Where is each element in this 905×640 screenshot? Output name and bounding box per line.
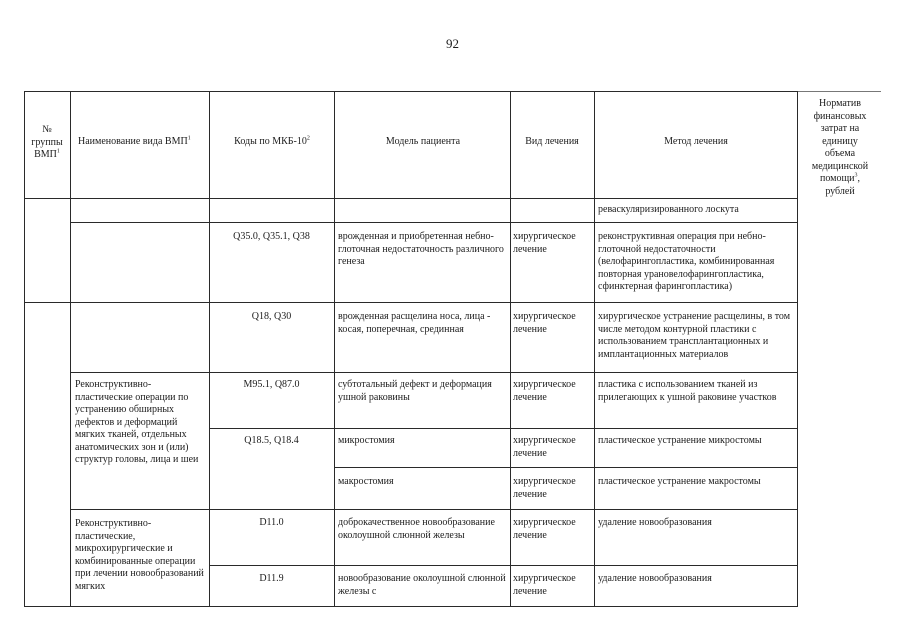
header-group-no: № группы ВМП$^1$ xyxy=(31,124,63,160)
column-rule xyxy=(510,91,511,607)
row-1-method: реконструктивная операция при небно-глоточной недостаточности (велофарингопластика, комбинированная повторная урановелофарингопластика, сфинктерная фарингопластика) xyxy=(598,231,775,292)
row-6-codes: D11.0 xyxy=(259,517,284,528)
row-6-treatment: хирургическое лечение xyxy=(513,517,576,541)
row-2-codes: Q18, Q30 xyxy=(251,311,292,322)
row-5-method: пластическое устранение макростомы xyxy=(598,476,761,487)
column-rule xyxy=(209,91,210,607)
row-rule xyxy=(334,467,797,468)
row-4-treatment: хирургическое лечение xyxy=(513,435,576,459)
row-rule xyxy=(24,302,797,303)
row-3-method: пластика с использованием тканей из прилегающих к ушной раковине участков xyxy=(598,379,777,403)
row-rule xyxy=(70,222,797,223)
row-4-method: пластическое устранение микростомы xyxy=(598,435,762,446)
column-rule xyxy=(797,91,798,607)
header-treatment-method: Метод лечения xyxy=(664,136,728,147)
row-rule xyxy=(70,372,797,373)
row-7-model: новообразование околоушной слюнной железы с xyxy=(338,573,506,597)
group-soft-tissue-name: Реконструктивно-пластические операции по устранению обширных дефектов и деформаций мягких тканей, отдельных анатомических зон и (или) структур головы, лица и шеи xyxy=(75,379,199,465)
row-7-method: удаление новообразования xyxy=(598,573,712,584)
row-1-model: врожденная и приобретенная небно-глоточная недостаточность различного генеза xyxy=(338,231,504,267)
table-rule-top xyxy=(24,91,797,92)
row-6-model: доброкачественное новообразование околоушной слюнной железы xyxy=(338,517,495,541)
header-treatment-type: Вид лечения xyxy=(525,136,579,147)
table-rule-top-last-col xyxy=(797,91,881,92)
row-rule xyxy=(209,428,797,429)
header-type-name: Наименование вида ВМП$^1$ xyxy=(78,135,191,147)
row-6-method: удаление новообразования xyxy=(598,517,712,528)
row-2-treatment: хирургическое лечение xyxy=(513,311,576,335)
column-rule xyxy=(594,91,595,607)
row-0-method: реваскуляризированного лоскута xyxy=(598,204,739,215)
row-1-treatment: хирургическое лечение xyxy=(513,231,576,255)
row-7-treatment: хирургическое лечение xyxy=(513,573,576,597)
page-number: 92 xyxy=(446,36,459,51)
header-patient-model: Модель пациента xyxy=(385,136,461,147)
row-3-model: субтотальный дефект и деформация ушной раковины xyxy=(338,379,492,403)
row-5-treatment: хирургическое лечение xyxy=(513,476,576,500)
header-bottom-rule xyxy=(24,198,797,199)
column-rule xyxy=(24,91,25,607)
row-3-codes: M95.1, Q87.0 xyxy=(243,379,300,390)
row-5-model: макростомия xyxy=(338,476,394,487)
row-rule xyxy=(209,565,797,566)
header-icd-codes: Коды по МКБ-$10^2$ xyxy=(234,135,310,147)
header-cost-norm: Норматив финансовых затрат на единицу объема медицинской помощи$^3$, рублей xyxy=(811,98,869,197)
table-rule-bottom xyxy=(24,606,797,607)
row-rule xyxy=(70,509,797,510)
row-7-codes: D11.9 xyxy=(259,573,284,584)
row-2-model: врожденная расщелина носа, лица - косая, поперечная, срединная xyxy=(338,311,491,335)
row-1-codes: Q35.0, Q35.1, Q38 xyxy=(233,231,310,242)
group-microsurgical-name: Реконструктивно-пластические, микрохирургические и комбинированные операции при лечении новообразований мягких xyxy=(75,518,204,592)
row-4-model: микростомия xyxy=(338,435,395,446)
column-rule xyxy=(334,91,335,607)
row-2-method: хирургическое устранение расщелины, в том числе методом контурной пластики с использованием трансплантационных и имплантационных материалов xyxy=(598,311,791,360)
row-4-codes: Q18.5, Q18.4 xyxy=(244,435,299,446)
column-rule xyxy=(70,91,71,607)
row-3-treatment: хирургическое лечение xyxy=(513,379,576,403)
